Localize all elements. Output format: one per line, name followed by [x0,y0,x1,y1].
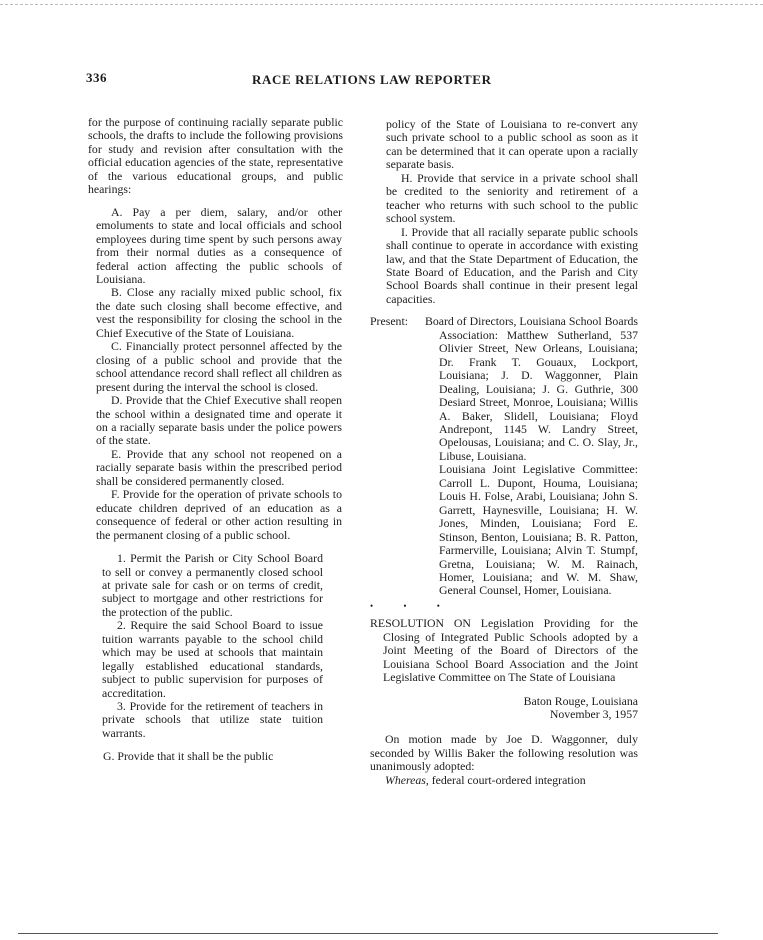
item-e: E. Provide that any school not reopened on a racially separate basis within the prescribed period shall be considered permanently closed. [96,446,342,488]
item-g-continued: policy of the State of Louisiana to re-convert any such private school to a public school as soon as it can be determined that it can operate upon a racially separate basis. [386,117,638,172]
present-list [425,315,638,598]
page-number: 336 [86,70,107,85]
top-dashed-rule [0,4,763,5]
whereas-word: Whereas, [385,772,429,787]
subitem-3: 3. Provide for the retirement of teachers in private schools that utilize state tuition warrants. [102,699,323,740]
item-f: F. Provide for the operation of private schools to educate children deprived of an education as a consequence of federal or other action resulting in the permanent closing of a public school. [96,487,342,542]
date-text: November 3, 1957 [549,707,638,722]
item-b: B. Close any racially mixed public school, fix the date such closing shall become effective, and vest the responsibility for closing the school in the Chief Executive of the State of Louisiana. [96,285,342,340]
whereas-paragraph [370,774,638,787]
resolution-place [370,695,638,722]
section-separator: • • • [370,600,454,611]
bottom-rule [18,933,718,934]
right-column [370,118,638,787]
intro-paragraph: for the purpose of continuing racially separate public schools, the drafts to include the following provisions for study and revision after consultation with the official education agencies of the state, representative of the various educational groups, and public hearings: [88,115,343,197]
place-text: Baton Rouge, Louisiana [523,693,638,708]
present-label: Present: [370,314,409,329]
subitem-2: 2. Require the said School Board to issue tuition warrants payable to the school child which may be used at schools that maintain legally established educational standards, subject to public supervision for purposes of accreditation. [102,618,323,700]
item-i: I. Provide that all racially separate public schools shall continue to operate in accordance with existing law, and that the State Department of Education, the State Board of Education, and the Parish and City School Boards shall continue in their present legal capacities. [386,224,638,306]
running-title: RACE RELATIONS LAW REPORTER [252,72,492,87]
present-block [370,315,638,598]
present-board: Board of Directors, Louisiana School Boards Association: Matthew Sutherland, 537 Olivier Street, New Orleans, Louisiana; Dr. Frank T. Gouaux, Lockport, Louisiana; J. D. Waggonner, Plain Dealing, Louisiana; J. G. Guthrie, 300 Desiard Street, Monroe, Louisiana; Willis A. Baker, Slidell, Louisiana; Floyd Andrepont, 1145 W. Landry Street, Opelousas, Louisiana; and C. O. Slay, Jr., Libuse, Louisiana. [425,314,638,463]
present-committee: Louisiana Joint Legislative Committee: Carroll L. Dupont, Houma, Louisiana; Louis H. Folse, Arabi, Louisiana; John S. Garrett, Haynesville, Louisiana; H. W. Jones, Minden, Louisiana; Ford E. Stinson, Benton, Louisiana; B. R. Patton, Farmerville, Louisiana; Alvin T. Stumpf, Gretna, Louisiana; W. M. Rainach, Homer, Louisiana; and W. M. Shaw, General Counsel, Homer, Louisiana. [439,462,638,598]
item-d: D. Provide that the Chief Executive shall reopen the school within a designated time and operate it on a racially separate basis under the police powers of the state. [96,393,342,448]
motion-paragraph: On motion made by Joe D. Waggonner, duly seconded by Willis Baker the following resolution was unanimously adopted: [370,732,638,774]
whereas-text: federal court-ordered integration [428,772,586,787]
item-a: A. Pay a per diem, salary, and/or other emoluments to state and local officials and school employees during time spent by such persons away from their normal duties as a consequence of federal action affecting the public schools of Louisiana. [96,204,342,286]
item-g: G. Provide that it shall be the public [103,749,274,764]
subitem-1: 1. Permit the Parish or City School Board to sell or convey a permanently closed school at private sale for cash or on terms of credit, subject to mortgage and other restrictions for the protection of the public. [102,551,323,619]
item-c: C. Financially protect personnel affected by the closing of a public school and provide that the school attendance record shall reflect all children as present during the interval the school is closed. [96,339,342,394]
left-column [88,116,343,764]
resolution-title: RESOLUTION ON Legislation Providing for the Closing of Integrated Public Schools adopted by a Joint Meeting of the Board of Directors of the Louisiana School Board Association and the Joint Legislative Committee on The State of Louisiana [370,616,638,685]
item-h: H. Provide that service in a private school shall be credited to the seniority and retirement of a teacher who returns with such school to the public school system. [386,170,638,226]
